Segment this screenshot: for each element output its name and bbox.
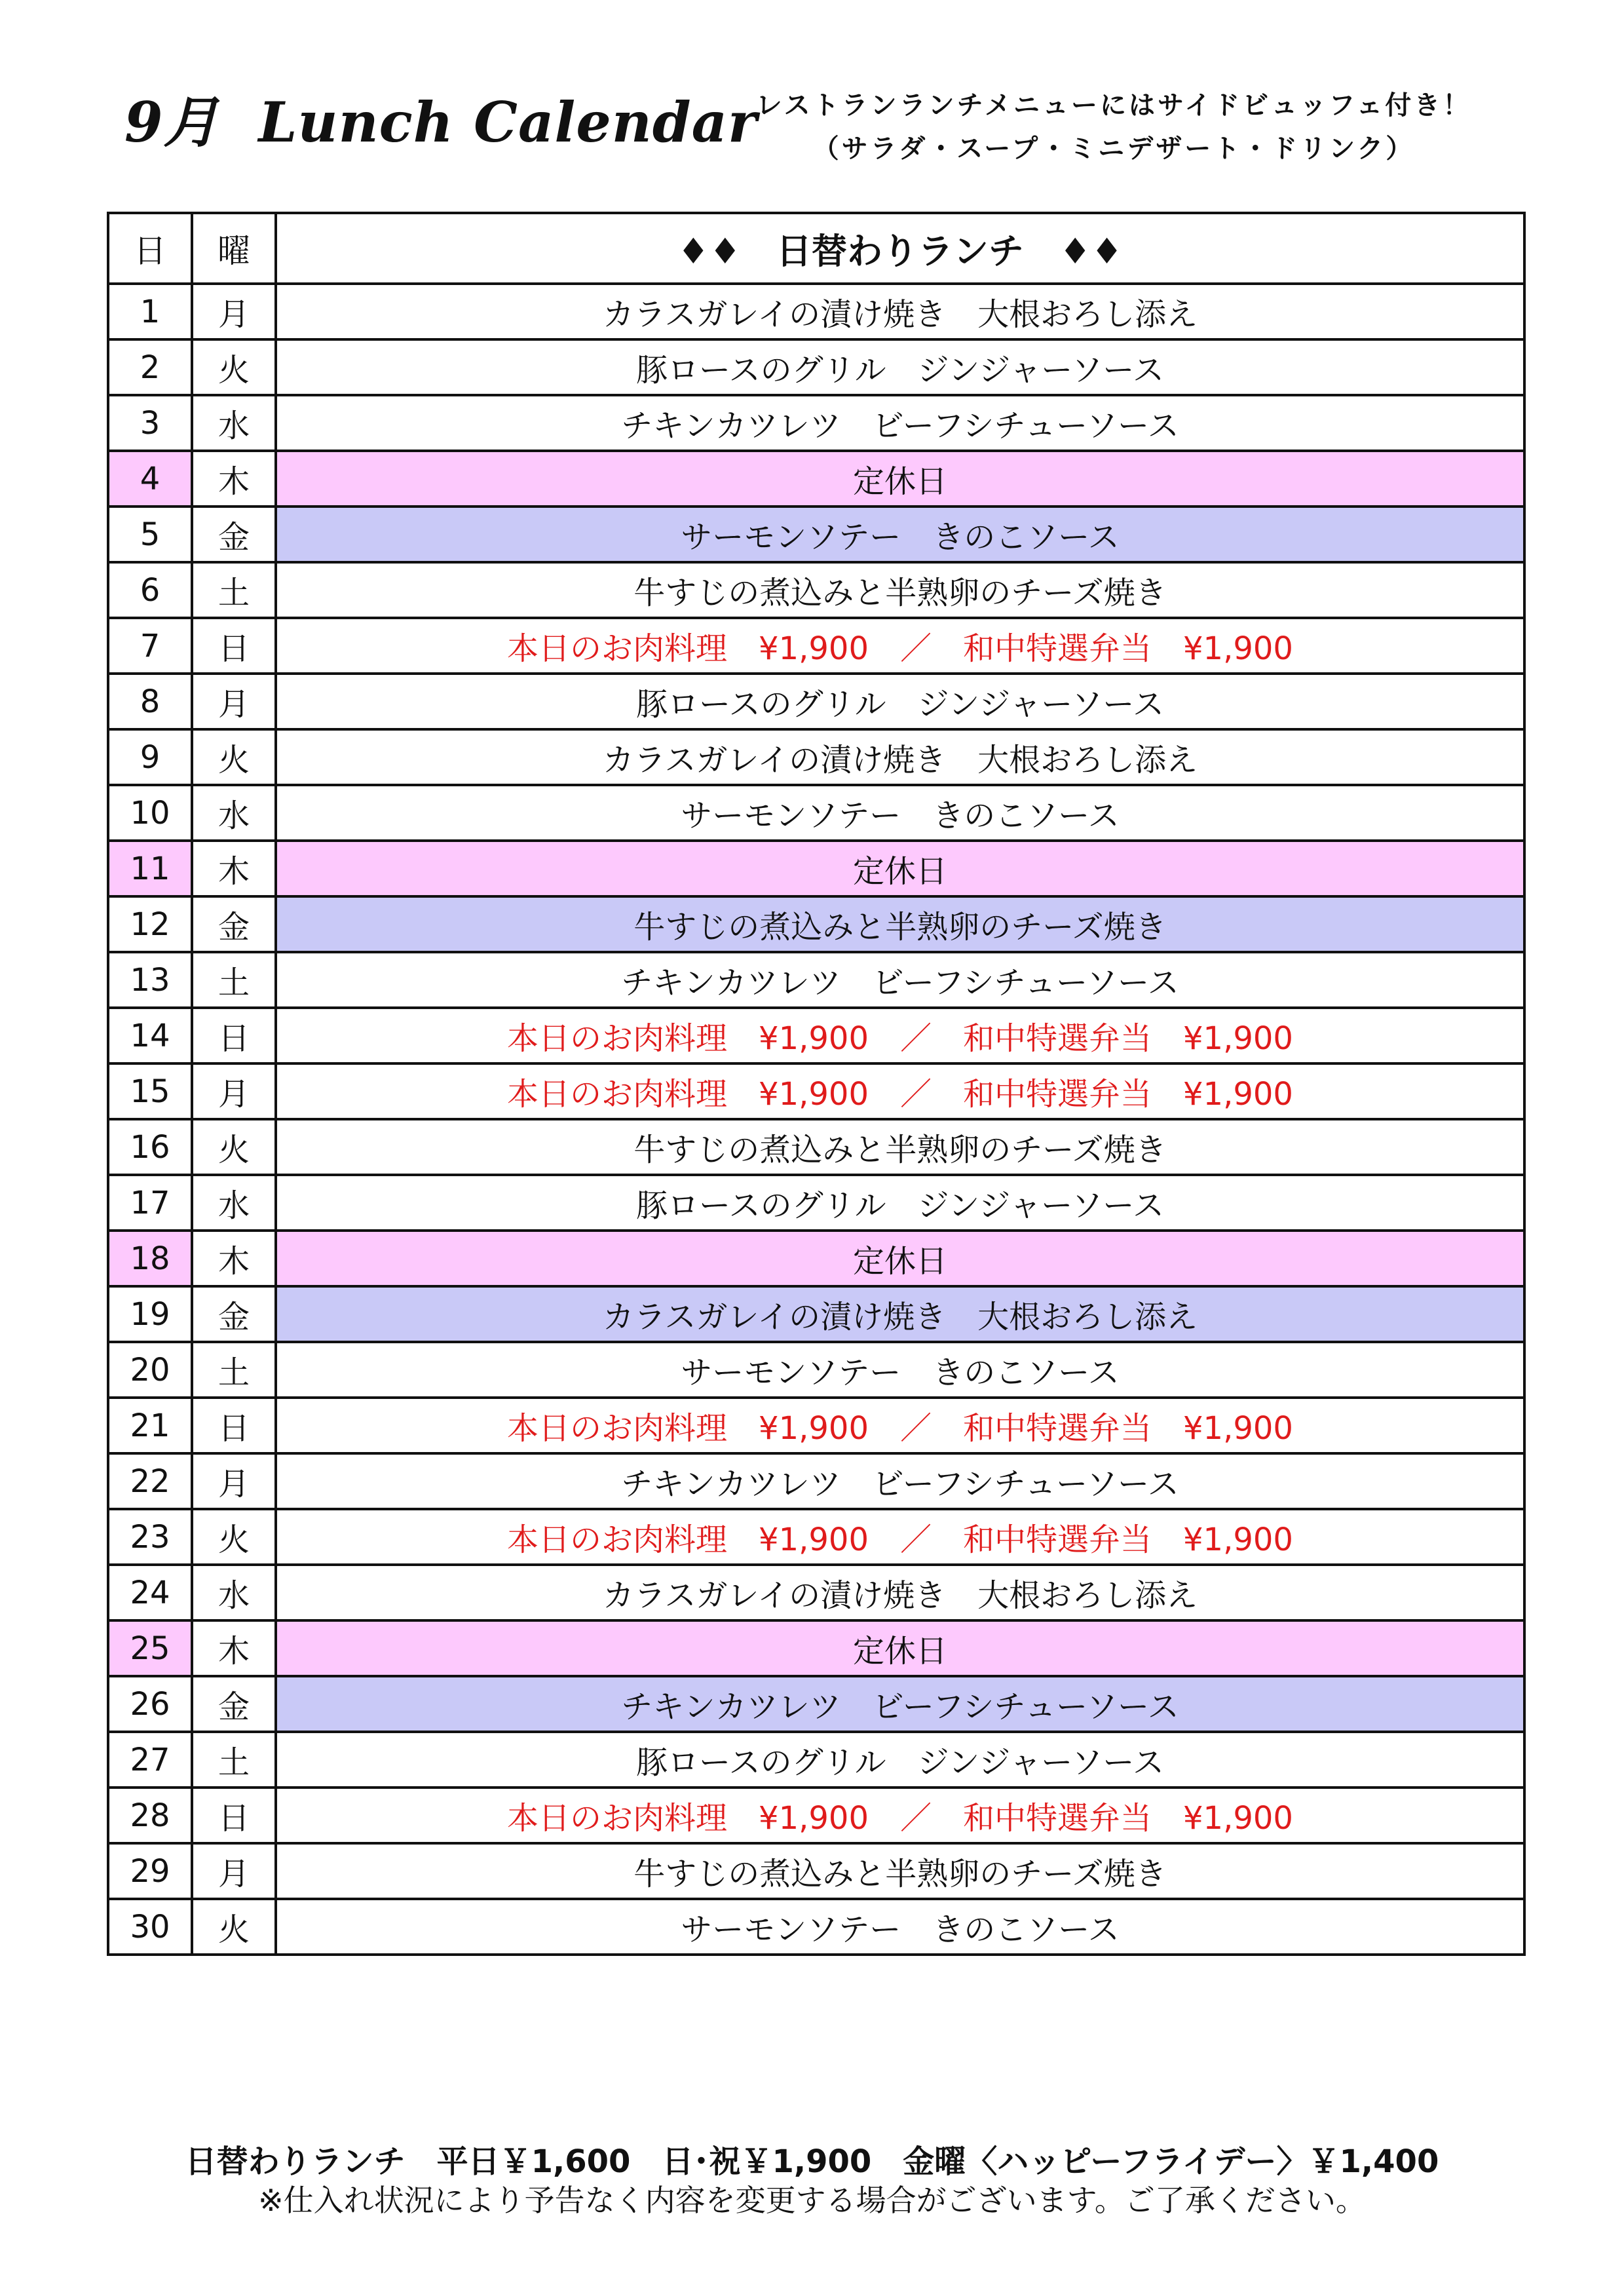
menu-cell: 牛すじの煮込みと半熟卵のチーズ焼き	[276, 1119, 1524, 1175]
menu-cell: サーモンソテー きのこソース	[276, 785, 1524, 841]
menu-cell: 牛すじの煮込みと半熟卵のチーズ焼き	[276, 1843, 1524, 1899]
table-row	[108, 1899, 1524, 1955]
table-row	[108, 1398, 1524, 1453]
table-row	[108, 1676, 1524, 1732]
table-row	[108, 785, 1524, 841]
weekday-cell: 日	[192, 618, 276, 674]
weekday-cell: 月	[192, 1843, 276, 1899]
day-cell: 2	[108, 339, 192, 395]
day-cell: 14	[108, 1008, 192, 1063]
lunch-calendar-table	[107, 212, 1526, 1956]
menu-cell: 牛すじの煮込みと半熟卵のチーズ焼き	[276, 896, 1524, 952]
weekday-cell: 月	[192, 1063, 276, 1119]
day-cell: 12	[108, 896, 192, 952]
menu-cell: 本日のお肉料理 ¥1,900 ／ 和中特選弁当 ¥1,900	[276, 1008, 1524, 1063]
table-row	[108, 395, 1524, 451]
day-cell: 11	[108, 841, 192, 896]
menu-cell: サーモンソテー きのこソース	[276, 1342, 1524, 1398]
buffet-note-line2: （サラダ・スープ・ミニデザート・ドリンク）	[812, 134, 1415, 164]
menu-cell: 定休日	[276, 1620, 1524, 1676]
weekday-cell: 土	[192, 1732, 276, 1788]
day-cell: 7	[108, 618, 192, 674]
menu-cell: カラスガレイの漬け焼き 大根おろし添え	[276, 284, 1524, 339]
day-cell: 4	[108, 451, 192, 507]
menu-cell: 本日のお肉料理 ¥1,900 ／ 和中特選弁当 ¥1,900	[276, 1788, 1524, 1843]
day-cell: 26	[108, 1676, 192, 1732]
menu-cell: 定休日	[276, 841, 1524, 896]
day-cell: 19	[108, 1286, 192, 1342]
menu-cell: 牛すじの煮込みと半熟卵のチーズ焼き	[276, 562, 1524, 618]
menu-cell: カラスガレイの漬け焼き 大根おろし添え	[276, 729, 1524, 785]
table-row	[108, 562, 1524, 618]
table-body	[108, 284, 1524, 1955]
day-cell: 6	[108, 562, 192, 618]
weekday-cell: 水	[192, 1565, 276, 1620]
day-cell: 10	[108, 785, 192, 841]
day-cell: 5	[108, 507, 192, 562]
weekday-cell: 水	[192, 785, 276, 841]
table-row	[108, 1509, 1524, 1565]
menu-cell: 本日のお肉料理 ¥1,900 ／ 和中特選弁当 ¥1,900	[276, 618, 1524, 674]
weekday-cell: 木	[192, 1620, 276, 1676]
table-row	[108, 952, 1524, 1008]
table-row	[108, 1119, 1524, 1175]
table-row	[108, 1620, 1524, 1676]
weekday-cell: 火	[192, 729, 276, 785]
weekday-cell: 火	[192, 339, 276, 395]
weekday-cell: 火	[192, 1119, 276, 1175]
weekday-cell: 水	[192, 1175, 276, 1231]
header-day: 日	[108, 213, 192, 284]
table-row	[108, 1843, 1524, 1899]
title-month: 9月	[124, 90, 219, 155]
menu-cell: チキンカツレツ ビーフシチューソース	[276, 1453, 1524, 1509]
table-row	[108, 1342, 1524, 1398]
table-row	[108, 284, 1524, 339]
header-menu: ♦♦ 日替わりランチ ♦♦	[276, 213, 1524, 284]
table-row	[108, 1453, 1524, 1509]
day-cell: 27	[108, 1732, 192, 1788]
menu-cell: 本日のお肉料理 ¥1,900 ／ 和中特選弁当 ¥1,900	[276, 1398, 1524, 1453]
day-cell: 17	[108, 1175, 192, 1231]
day-cell: 24	[108, 1565, 192, 1620]
day-cell: 18	[108, 1231, 192, 1286]
weekday-cell: 金	[192, 896, 276, 952]
weekday-cell: 日	[192, 1788, 276, 1843]
menu-cell: 豚ロースのグリル ジンジャーソース	[276, 1175, 1524, 1231]
weekday-cell: 火	[192, 1899, 276, 1955]
day-cell: 3	[108, 395, 192, 451]
weekday-cell: 月	[192, 1453, 276, 1509]
menu-cell: 豚ロースのグリル ジンジャーソース	[276, 339, 1524, 395]
menu-cell: カラスガレイの漬け焼き 大根おろし添え	[276, 1286, 1524, 1342]
weekday-cell: 木	[192, 451, 276, 507]
weekday-cell: 日	[192, 1008, 276, 1063]
menu-cell: 豚ロースのグリル ジンジャーソース	[276, 1732, 1524, 1788]
table-row	[108, 1063, 1524, 1119]
day-cell: 23	[108, 1509, 192, 1565]
table-row	[108, 1008, 1524, 1063]
table-row	[108, 1565, 1524, 1620]
weekday-cell: 月	[192, 674, 276, 729]
title-text: Lunch Calendar	[258, 90, 758, 155]
table-row	[108, 618, 1524, 674]
table-row	[108, 1732, 1524, 1788]
weekday-cell: 土	[192, 1342, 276, 1398]
menu-cell: 本日のお肉料理 ¥1,900 ／ 和中特選弁当 ¥1,900	[276, 1063, 1524, 1119]
day-cell: 13	[108, 952, 192, 1008]
menu-cell: チキンカツレツ ビーフシチューソース	[276, 395, 1524, 451]
weekday-cell: 土	[192, 952, 276, 1008]
menu-cell: 定休日	[276, 1231, 1524, 1286]
header-weekday: 曜	[192, 213, 276, 284]
weekday-cell: 金	[192, 1286, 276, 1342]
menu-cell: 豚ロースのグリル ジンジャーソース	[276, 674, 1524, 729]
day-cell: 8	[108, 674, 192, 729]
weekday-cell: 水	[192, 395, 276, 451]
price-info: 日替わりランチ 平日￥1,600 日･祝￥1,900 金曜〈ハッピーフライデー〉￥1,400	[185, 2143, 1439, 2180]
weekday-cell: 日	[192, 1398, 276, 1453]
menu-cell: 本日のお肉料理 ¥1,900 ／ 和中特選弁当 ¥1,900	[276, 1509, 1524, 1565]
table-row	[108, 507, 1524, 562]
menu-cell: サーモンソテー きのこソース	[276, 1899, 1524, 1955]
day-cell: 25	[108, 1620, 192, 1676]
weekday-cell: 火	[192, 1509, 276, 1565]
day-cell: 29	[108, 1843, 192, 1899]
day-cell: 28	[108, 1788, 192, 1843]
menu-cell: カラスガレイの漬け焼き 大根おろし添え	[276, 1565, 1524, 1620]
day-cell: 1	[108, 284, 192, 339]
day-cell: 20	[108, 1342, 192, 1398]
day-cell: 15	[108, 1063, 192, 1119]
day-cell: 30	[108, 1899, 192, 1955]
table-row	[108, 1286, 1524, 1342]
disclaimer: ※仕入れ状況により予告なく内容を変更する場合がございます。ご了承ください。	[258, 2183, 1366, 2218]
table-row	[108, 729, 1524, 785]
buffet-note	[747, 84, 1481, 170]
weekday-cell: 月	[192, 284, 276, 339]
table-row	[108, 451, 1524, 507]
table-row	[108, 896, 1524, 952]
weekday-cell: 木	[192, 841, 276, 896]
day-cell: 21	[108, 1398, 192, 1453]
table-row	[108, 674, 1524, 729]
day-cell: 22	[108, 1453, 192, 1509]
menu-cell: サーモンソテー きのこソース	[276, 507, 1524, 562]
table-row	[108, 1231, 1524, 1286]
buffet-note-line1: レストランランチメニューにはサイドビュッフェ付き！	[755, 90, 1472, 121]
table-row	[108, 1175, 1524, 1231]
day-cell: 16	[108, 1119, 192, 1175]
menu-cell: チキンカツレツ ビーフシチューソース	[276, 1676, 1524, 1732]
weekday-cell: 金	[192, 1676, 276, 1732]
table-row	[108, 339, 1524, 395]
page-title	[124, 79, 757, 158]
table-row	[108, 1788, 1524, 1843]
day-cell: 9	[108, 729, 192, 785]
menu-cell: チキンカツレツ ビーフシチューソース	[276, 952, 1524, 1008]
weekday-cell: 土	[192, 562, 276, 618]
table-header-row	[108, 213, 1524, 284]
table-row	[108, 841, 1524, 896]
weekday-cell: 金	[192, 507, 276, 562]
weekday-cell: 木	[192, 1231, 276, 1286]
menu-cell: 定休日	[276, 451, 1524, 507]
